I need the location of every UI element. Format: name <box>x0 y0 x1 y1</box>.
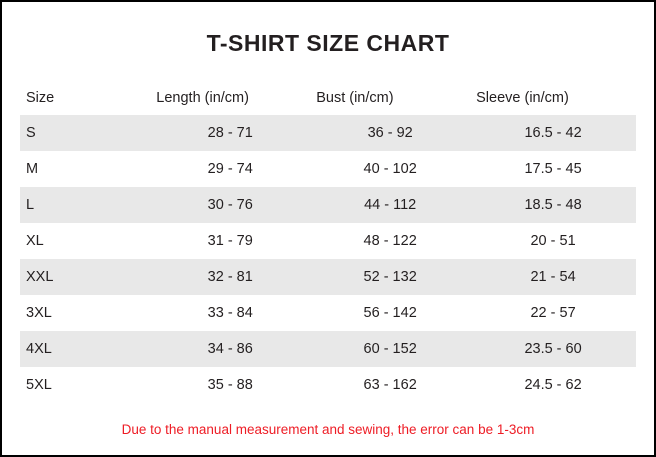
table-row <box>20 223 636 259</box>
cell-sleeve: 23.5 - 60 <box>470 331 636 367</box>
cell-size: 5XL <box>26 377 52 393</box>
cell-sleeve: 22 - 57 <box>530 305 576 321</box>
measurement-disclaimer: Due to the manual measurement and sewing, the error can be 1-3cm <box>121 422 535 437</box>
cell-length: 30 - 76 <box>150 187 310 223</box>
cell-sleeve: 17.5 - 45 <box>524 161 582 177</box>
cell-length: 33 - 84 <box>207 305 253 321</box>
cell-size: 4XL <box>20 331 150 367</box>
cell-bust: 52 - 132 <box>310 259 470 295</box>
column-header-bust: Bust (in/cm) <box>316 90 394 106</box>
size-chart-table-container <box>2 81 654 403</box>
cell-length: 32 - 81 <box>150 259 310 295</box>
table-body <box>20 115 636 403</box>
table-row <box>20 295 636 331</box>
cell-bust: 63 - 162 <box>363 377 417 393</box>
cell-size: L <box>20 187 150 223</box>
cell-sleeve: 16.5 - 42 <box>470 115 636 151</box>
cell-sleeve: 24.5 - 62 <box>524 377 582 393</box>
table-row <box>20 151 636 187</box>
cell-sleeve: 20 - 51 <box>530 233 576 249</box>
table-row <box>20 115 636 151</box>
cell-bust: 44 - 112 <box>310 187 470 223</box>
table-row <box>20 187 636 223</box>
page-title: T-SHIRT SIZE CHART <box>206 30 450 56</box>
cell-length: 35 - 88 <box>207 377 253 393</box>
cell-sleeve: 21 - 54 <box>470 259 636 295</box>
cell-size: M <box>26 161 39 177</box>
cell-size: XXL <box>20 259 150 295</box>
cell-bust: 56 - 142 <box>363 305 417 321</box>
cell-length: 28 - 71 <box>150 115 310 151</box>
cell-bust: 36 - 92 <box>310 115 470 151</box>
cell-bust: 48 - 122 <box>363 233 417 249</box>
cell-bust: 60 - 152 <box>310 331 470 367</box>
size-chart-table <box>20 81 636 403</box>
cell-bust: 40 - 102 <box>363 161 417 177</box>
column-header-sleeve: Sleeve (in/cm) <box>476 90 569 106</box>
column-header-size: Size <box>26 90 55 106</box>
cell-size: 3XL <box>26 305 52 321</box>
table-row <box>20 367 636 403</box>
cell-length: 34 - 86 <box>150 331 310 367</box>
table-row <box>20 259 636 295</box>
cell-size: XL <box>26 233 44 249</box>
table-header-row <box>20 81 636 115</box>
cell-sleeve: 18.5 - 48 <box>470 187 636 223</box>
cell-size: S <box>20 115 150 151</box>
cell-length: 29 - 74 <box>207 161 253 177</box>
column-header-length: Length (in/cm) <box>156 90 249 106</box>
table-header <box>20 81 636 115</box>
table-row <box>20 331 636 367</box>
cell-length: 31 - 79 <box>207 233 253 249</box>
